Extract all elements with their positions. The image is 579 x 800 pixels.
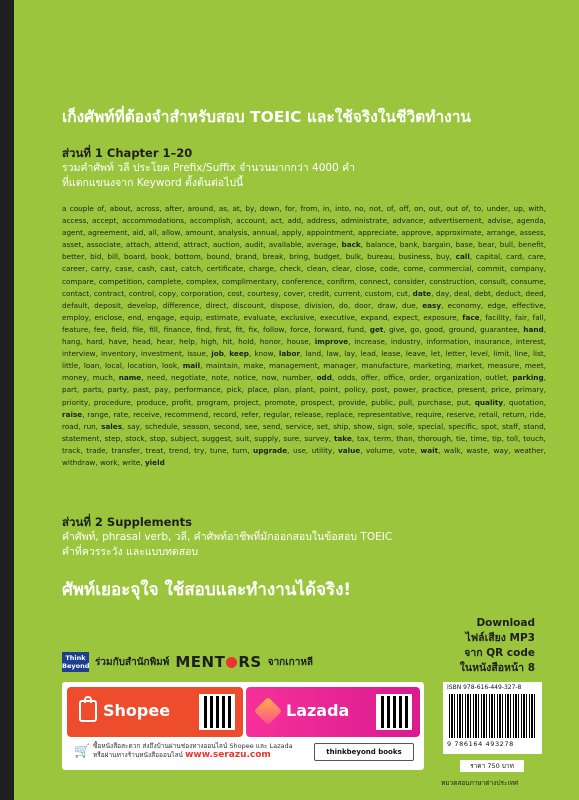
publisher-row: [62, 652, 313, 672]
thinkbeyond-books-badge: thinkbeyond books: [314, 743, 414, 761]
country-text: จากเกาหลี: [267, 656, 314, 668]
book-back-cover: [14, 0, 579, 800]
serazu-url[interactable]: www.serazu.com: [185, 750, 271, 760]
shopee-bag-icon: [79, 700, 97, 722]
download-line3: จาก QR code: [464, 647, 535, 659]
keyword-list: a couple of, about, across, after, around, as, at, by, down, for, from, in, into, no, not, of, off, on, out, out of, to, under, up, with, access, accept, accommodations, accomplish, account, act, add, address, administrate, advance, advertisement, advise, agenda, agent, agreement, aid, all, allow, amount, analysis, annual, apply, appointment, appreciate, approve, approximate, arrange, assess, asset, associate, attach, attend, attract, auction, audit, available, average, back, balance, bank, bargain, base, bear, bull, benefit, better, bid, bill, board, book, bottom, bound, brand, break, bring, budget, bulk, bureau, business, buy, call, capital, card, care, career, carry, case, cash, cast, catch, certificate, charge, check, clean, clear, close, code, come, commercial, commit, company, compare, competition, complete, complex, complimentary, conference, confirm, connect, consider, construction, consult, consume, contact, contract, control, copy, corporation, cost, courtesy, cover, credit, current, custom, cut, date, day, deal, debt, deduct, deed, default, deposit, develop, difference, direct, discount, dispose, division, do, door, draw, due, easy, economy, edge, effective, employ, enclose, end, engage, equip, estimate, evaluate, exclusive, executive, expand, expect, exposure, face, facility, fair, fall, feature, fee, field, file, fill, finance, find, first, fit, fix, follow, force, forward, fund, get, give, go, good, ground, guarantee, hand, hang, hard, have, head, hear, help, high, hit, hold, honor, house, improve, increase, industry, information, insurance, interest, interview, inventory, investment, issue, job, keep, know, labor, land, law, lay, lead, lease, leave, let, letter, level, limit, line, list, little, loan, local, location, look, mail, maintain, make, management, manager, manufacture, marketing, market, measure, meet, money, much, name, need, negotiate, note, notice, now, number, odd, odds, offer, office, order, organization, outlet, parking, part, parts, party, past, pay, performance, pick, place, plan, plant, point, policy, post, power, practice, present, price, primary, priority, procedure, produce, profit, program, project, promote, prospect, provide, public, pull, purchase, put, quality, quotation, raise, range, rate, receive, recommend, record, refer, regular, release, replace, representative, require, reserve, retail, return, ride, road, run, sales, say, schedule, season, second, see, send, service, set, ship, show, sign, sole, special, specific, spot, staff, stand, statement, step, stock, stop, subject, suggest, suit, supply, sure, survey, take, tax, term, than, thorough, tie, time, tip, toll, touch, track, trade, transfer, treat, trend, try, tune, turn, upgrade, use, utility, value, volume, vote, wait, walk, waste, way, weather, withdraw, work, write, yield: [62, 204, 547, 467]
cart-icon: 🛒: [74, 744, 91, 759]
download-line2: ไฟล์เสียง MP3: [465, 632, 535, 644]
mentors-o-dot-icon: [226, 657, 237, 668]
barcode-number: 9 786164 493278: [447, 740, 514, 748]
shopee-label: Shopee: [103, 701, 171, 720]
lazada-label: Lazada: [286, 701, 350, 720]
price-label: ราคา 750 บาท: [460, 760, 524, 772]
part2-title: ส่วนที่ 2 Supplements: [62, 515, 192, 529]
shopee-qr-icon[interactable]: [199, 694, 235, 730]
shop-panel: [62, 682, 424, 770]
mentors-logo: MENT RS: [175, 653, 262, 671]
part2-desc-line1: คำศัพท์, phrasal verb, วลี, คำศัพท์อาชีพที่มักออกสอบในข้อสอบ TOEIC: [62, 531, 393, 543]
audio-download-info: [460, 616, 535, 676]
barcode-icon: [449, 694, 535, 738]
headline: เก็งศัพท์ที่ต้องจำสำหรับสอบ TOEIC และใช้จริงในชีวิตทำงาน: [62, 108, 472, 126]
isbn-box: [443, 682, 542, 754]
isbn-label: ISBN 978-616-449-327-8: [447, 684, 522, 691]
category-label: หมวดสอบภาษาต่างประเทศ: [441, 779, 519, 787]
slogan: ศัพท์เยอะจุใจ ใช้สอบและทำงานได้จริง!: [62, 580, 352, 600]
lazada-banner[interactable]: [246, 687, 420, 737]
shopee-banner[interactable]: [67, 687, 243, 737]
download-line1: Download: [476, 617, 535, 629]
part2-desc-line2: คำที่ควรระวัง และแบบทดสอบ: [62, 546, 199, 558]
part1-desc-line1: รวมคำศัพท์ วลี ประโยค Prefix/Suffix จำนวนมากกว่า 4000 คำ: [62, 162, 356, 174]
lazada-qr-icon[interactable]: [376, 694, 412, 730]
lazada-heart-icon: [254, 697, 282, 725]
part1-desc-line2: ที่แตกแขนงจาก Keyword ตั้งต้นต่อไปนี้: [62, 177, 244, 189]
download-line4: ในหนังสือหน้า 8: [459, 662, 535, 674]
think-beyond-logo: Think Beyond: [62, 654, 90, 670]
shop-note: ซื้อหนังสือสะดวก ส่งถึงบ้านผ่านช่องทางออนไลน์ Shopee และ Lazada หรือผ่านทางร้านหนังสือออนไลน์ www.serazu.com: [93, 742, 293, 760]
part1-title: ส่วนที่ 1 Chapter 1–20: [62, 146, 193, 160]
partner-text: ร่วมกับสำนักพิมพ์: [95, 656, 170, 668]
